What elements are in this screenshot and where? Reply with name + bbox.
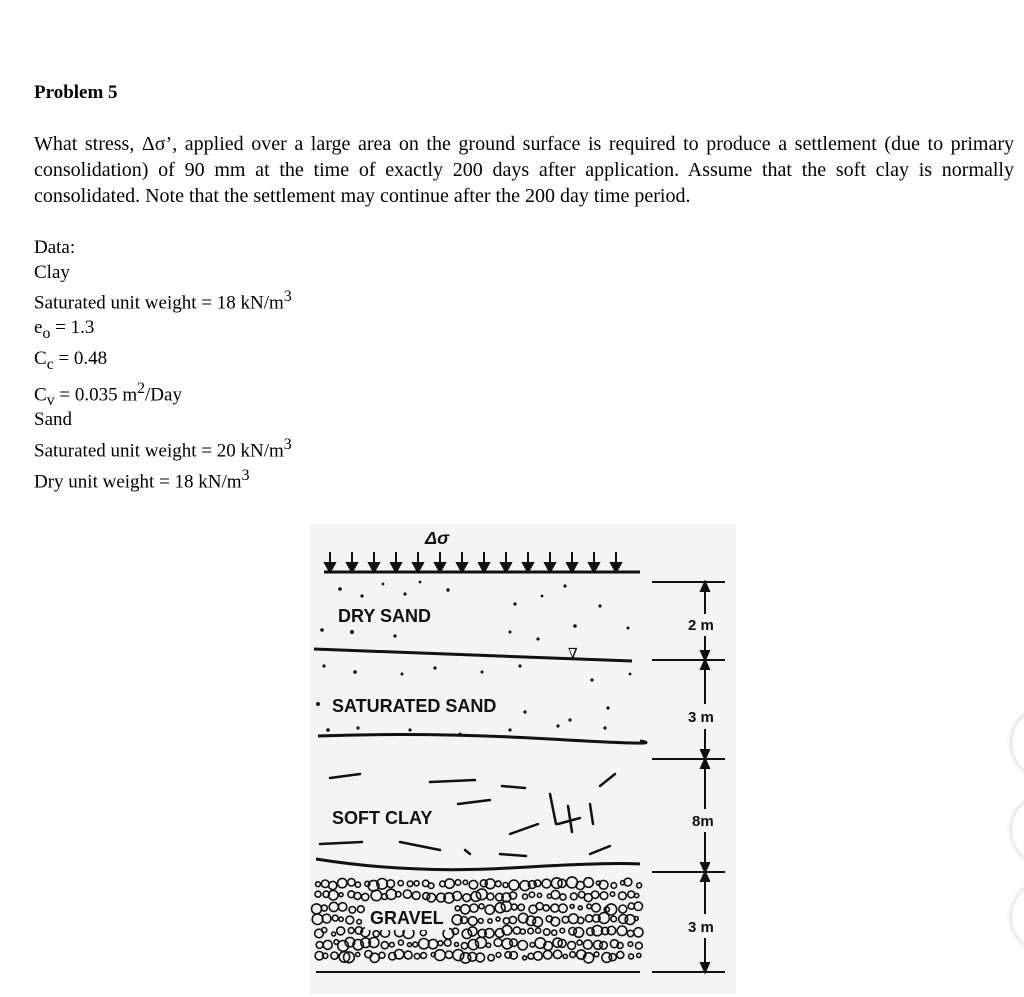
soil-profile-diagram	[310, 524, 736, 994]
sand-dry-unit-weight: Dry unit weight = 18 $kN/m^3$	[34, 466, 250, 493]
clay-label: Clay	[34, 261, 70, 283]
problem-statement: What stress, Δσ’, applied over a large area on the ground surface is required to produce a settlement (due to primary consolidation) of 90 mm at the time of exactly 200 days after application. Assume that the soft clay is normally consolidated. Note that the settlement may continue after the 200 day time period.	[34, 133, 1014, 207]
clay-data-block	[34, 236, 292, 414]
thickness-soft-clay: 8m	[692, 813, 714, 830]
clay-compression-index: $C_c = 0.48$	[34, 347, 108, 373]
side-panel-handle[interactable]	[1012, 882, 1024, 952]
clay-sat-unit-weight: Saturated unit weight = 18 $kN/m^3$	[34, 288, 292, 314]
layer-label-gravel: GRAVEL	[370, 908, 444, 928]
problem-title: Problem 5	[34, 82, 118, 103]
data-heading: Data:	[34, 237, 76, 258]
sand-data-block	[34, 408, 292, 495]
thickness-gravel: 3 m	[688, 919, 714, 936]
layer-label-dry-sand: DRY SAND	[338, 606, 432, 626]
sand-label: Sand	[34, 409, 72, 430]
sand-sat-unit-weight: Saturated unit weight = 20 $kN/m^3$	[34, 435, 292, 462]
clay-void-ratio: $e_o = 1.3$	[34, 317, 95, 343]
layer-label-soft-clay: SOFT CLAY	[332, 808, 433, 828]
load-label: Δσ	[425, 528, 450, 548]
thickness-saturated-sand: 3 m	[688, 709, 714, 726]
water-table-symbol: ∇	[568, 647, 578, 662]
side-panel-handle[interactable]	[1012, 708, 1024, 778]
side-panel-handle[interactable]	[1012, 795, 1024, 865]
thickness-dry-sand: 2 m	[688, 617, 714, 634]
soil-profile-figure	[310, 524, 736, 994]
clay-consolidation-coefficient: $C_v = 0.035$ $m^2$/Day	[34, 380, 182, 410]
layer-label-saturated-sand: SATURATED SAND	[332, 696, 497, 716]
